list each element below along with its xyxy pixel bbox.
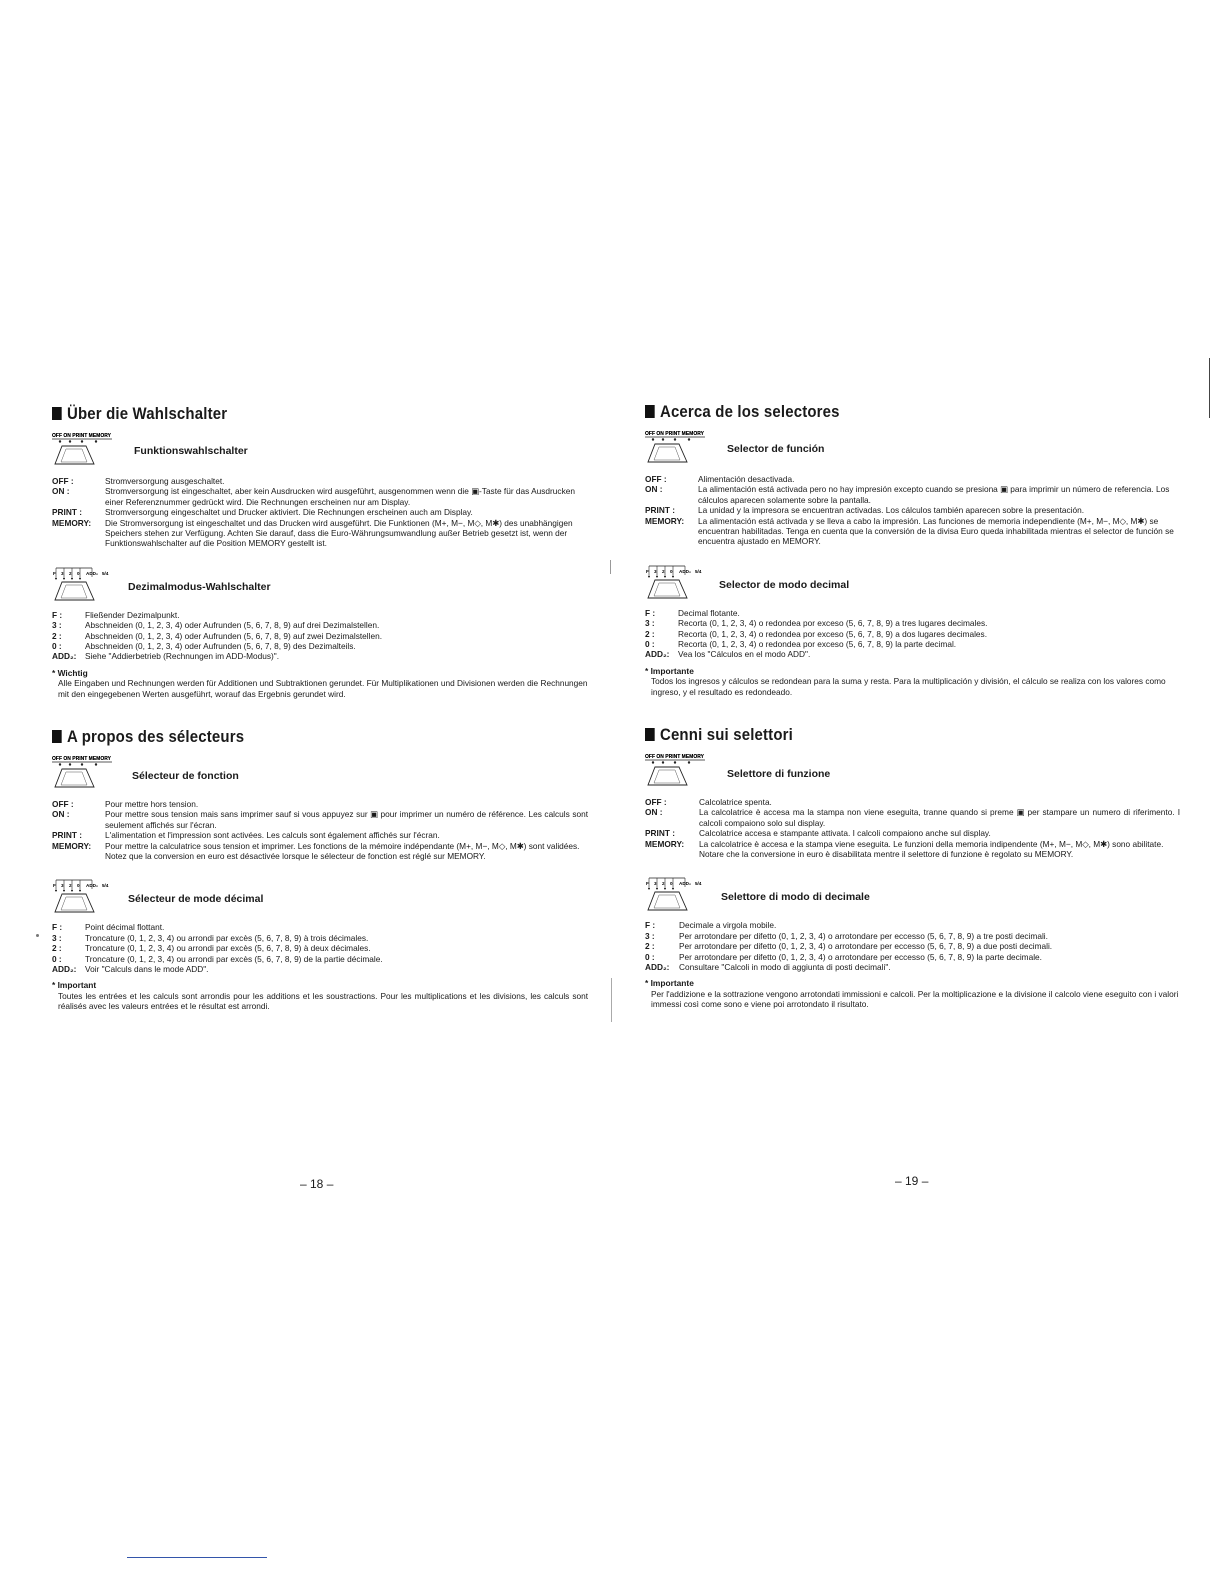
function-switch-icon (645, 429, 711, 469)
function-switch-label: OFF ON PRINT MEMORY (645, 431, 704, 437)
decimal-mark-label: 3 (61, 883, 64, 889)
def-row: F : Fließender Dezimalpunkt. (52, 609, 180, 620)
decimal-mark-label: 2 (69, 570, 72, 576)
decimal-mark-label: 0 (77, 570, 80, 576)
def-row: 3 : Troncature (0, 1, 2, 3, 4) ou arrondi par excès (5, 6, 7, 8, 9) à trois décimales. (52, 932, 369, 943)
def-row: OFF : Calcolatrice spenta. (645, 797, 772, 807)
square-bullet-icon (52, 407, 62, 420)
decimal-mark-label: ADD₂ (86, 570, 98, 576)
def-row: PRINT : Calcolatrice accesa e stampante attivata. I calcoli compaiono anche sul display. (645, 828, 991, 839)
def-row: PRINT : La unidad y la impresora se encuentran activadas. Los cálculos también aparecen sobre la presentación. (645, 505, 1085, 516)
function-switch-list (52, 799, 588, 861)
def-row: ADD₂: Consultare "Calcoli in modo di aggiunta di posti decimali". (645, 962, 891, 973)
def-row: 3 : Recorta (0, 1, 2, 3, 4) o redondea por exceso (5, 6, 7, 8, 9) a tres lugares decimales. (645, 618, 988, 629)
decimal-mark-label: F (53, 883, 56, 889)
decimal-mark-label: 0 (77, 883, 80, 889)
function-switch-label: OFF ON PRINT MEMORY (52, 756, 111, 762)
square-bullet-icon (645, 405, 655, 418)
decimal-switch-header (52, 877, 588, 921)
note-title: * Importante (645, 665, 694, 676)
page-number-right: – 19 – (895, 1174, 929, 1188)
function-switch-icon (52, 431, 118, 471)
scan-edge-line (1209, 358, 1210, 418)
decimal-switch-title: Selettore di modo di decimale (721, 891, 870, 904)
def-row: OFF : Alimentación desactivada. (645, 474, 795, 484)
section-title-it: Cenni sui selettori (645, 725, 1116, 745)
def-row: ADD₂: Voir "Calculs dans le mode ADD". (52, 964, 209, 975)
def-row: F : Point décimal flottant. (52, 922, 165, 933)
note-title: * Wichtig (52, 667, 88, 678)
function-switch-title: Selector de función (727, 443, 825, 455)
decimal-mark-label: 2 (69, 883, 72, 889)
def-row: F : Decimale a virgola mobile. (645, 920, 777, 931)
decimal-switch-title: Dezimalmodus-Wahlschalter (128, 580, 271, 593)
decimal-mark-label: 5/4 (102, 570, 109, 576)
def-row: ON : La calcolatrice è accesa ma la stampa non viene eseguita, tranne quando si preme ▣ per stampare un numero di riferimento. I calcoli compaiono solo sul display. (645, 807, 1180, 828)
decimal-mark-label: ADD₂ (679, 568, 691, 574)
decimal-switch-list (52, 922, 588, 974)
def-row: F : Decimal flotante. (645, 607, 740, 618)
decimal-switch-icon (52, 565, 118, 605)
section-fr (52, 727, 588, 1012)
def-row: PRINT : L'alimentation et l'impression sont activées. Les calculs sont également affichés sur l'écran. (52, 830, 440, 841)
decimal-switch-title: Sélecteur de mode décimal (128, 893, 264, 906)
function-switch-list (52, 476, 588, 549)
section-title-de: Über die Wahlschalter (52, 404, 524, 424)
def-row: MEMORY: La alimentación está activada y se lleva a cabo la impresión. Las funciones de memoria independiente (M+, M−, M◇, M✱) se encuentran habilitadas. Tenga en cuenta que la conversión de la divisa Euro queda inhabilitada mientras el selector de función se encuentra ajustado en MEMORY. (645, 515, 1174, 547)
decimal-switch-header (645, 875, 1180, 919)
function-switch-list (645, 474, 1180, 547)
def-row: MEMORY: La calcolatrice è accesa e la stampa viene eseguita. Le funzioni della memoria indipendente (M+, M−, M◇, M✱) sono abilitate. Notare che la conversione in euro è disabilitata mentre il selettore di funzione è regolato su MEMORY. (645, 838, 1164, 860)
decimal-mark-label: ADD₂ (679, 881, 691, 887)
function-switch-header (52, 431, 588, 475)
decimal-switch-title: Selector de modo decimal (719, 578, 850, 591)
decimal-mark-label: 5/4 (695, 568, 702, 574)
decimal-mark-label: 3 (654, 881, 657, 887)
decimal-mark-label: ADD₂ (86, 883, 98, 889)
decimal-switch-icon (52, 877, 118, 917)
def-row: MEMORY: Die Stromversorgung ist eingeschaltet und das Drucken wird ausgeführt. Die Funktionen (M+, M−, M◇, M✱) des unabhängigen Speichers stehen zur Verfügung. Achten Sie darauf, dass die Euro-Währungsumwandlung außer Betrieb gesetzt ist, wenn der Funktionswahlschalter auf die Position MEMORY gestellt ist. (52, 517, 573, 549)
decimal-mark-label: 3 (654, 568, 657, 574)
decimal-switch-list (645, 608, 1180, 660)
square-bullet-icon (52, 730, 62, 743)
def-row: PRINT : Stromversorgung eingeschaltet und Drucker aktiviert. Die Rechnungen erscheinen auch am Display. (52, 507, 473, 518)
def-row: 3 : Abschneiden (0, 1, 2, 3, 4) oder Aufrunden (5, 6, 7, 8, 9) auf drei Dezimalstellen. (52, 620, 380, 631)
def-row: 0 : Troncature (0, 1, 2, 3, 4) ou arrondi par excès (5, 6, 7, 8, 9) de la partie décimale. (52, 953, 383, 964)
decimal-switch-icon (645, 875, 711, 915)
decimal-switch-header (645, 563, 1180, 607)
function-switch-icon (52, 754, 118, 794)
function-switch-header (645, 752, 1180, 796)
function-switch-label: OFF ON PRINT MEMORY (645, 754, 704, 760)
page-number-left: – 18 – (300, 1177, 334, 1191)
decimal-mark-label: F (646, 568, 649, 574)
function-switch-title: Selettore di funzione (727, 768, 831, 780)
decimal-mark-label: 0 (670, 881, 673, 887)
def-row: ON : Pour mettre sous tension mais sans imprimer sauf si vous appuyez sur ▣ pour imprimer un numéro de référence. Les calculs sont seulement affichés sur l'écran. (52, 809, 588, 830)
def-row: 3 : Per arrotondare per difetto (0, 1, 2, 3, 4) o arrotondare per eccesso (5, 6, 7, 8, 9) a tre posti decimali. (645, 930, 1048, 941)
note-title: * Importante (645, 978, 694, 989)
section-title-fr: A propos des sélecteurs (52, 727, 524, 747)
def-row: OFF : Pour mettre hors tension. (52, 799, 199, 809)
decimal-mark-label: F (646, 881, 649, 887)
decimal-switch-header (52, 565, 588, 609)
decimal-mark-label: 2 (662, 568, 665, 574)
def-row: 0 : Recorta (0, 1, 2, 3, 4) o redondea por exceso (5, 6, 7, 8, 9) la parte decimal. (645, 639, 957, 650)
def-row: ON : Stromversorgung ist eingeschaltet, aber kein Ausdrucken wird ausgeführt, ausgenommen wenn die ▣-Taste für das Ausdrucken einer Referenznummer gedrückt wird. Die Rechnungen erscheinen nur am Display. (52, 486, 575, 507)
decimal-switch-list (52, 610, 588, 662)
decimal-mark-label: 0 (670, 568, 673, 574)
def-row: MEMORY: Pour mettre la calculatrice sous tension et imprimer. Les fonctions de la mémoire indépendante (M+, M−, M◇, M✱) sont validées. Notez que la conversion en euro est désactivée lorsque le sélecteur de fonction est réglé sur MEMORY. (52, 840, 580, 862)
decimal-switch-icon (645, 563, 711, 603)
def-row: 2 : Recorta (0, 1, 2, 3, 4) o redondea por exceso (5, 6, 7, 8, 9) a dos lugares decimales. (645, 628, 987, 639)
note-body: Toutes les entrées et les calculs sont arrondis pour les additions et les soustractions. Pour les multiplications et les divisions, les calculs sont réalisés avec les valeurs entrées et le résultat est arrondi. (58, 990, 588, 1012)
def-row: 2 : Per arrotondare per difetto (0, 1, 2, 3, 4) o arrotondare per eccesso (5, 6, 7, 8, 9) a due posti decimali. (645, 941, 1053, 952)
decimal-mark-label: 5/4 (695, 881, 702, 887)
function-switch-title: Funktionswahlschalter (134, 445, 248, 457)
function-switch-icon (645, 752, 711, 792)
def-row: ON : La alimentación está activada pero no hay impresión excepto cuando se presiona ▣ para imprimir un número de referencia. Los cálculos aparecen solamente sobre la pantalla. (645, 484, 1170, 505)
def-row: ADD₂: Vea los "Cálculos en el modo ADD". (645, 649, 811, 660)
square-bullet-icon (645, 728, 655, 741)
function-switch-header (645, 429, 1180, 473)
scan-speck (36, 934, 39, 937)
note-title: * Important (52, 980, 97, 991)
gutter-mark (611, 978, 612, 1022)
def-row: 0 : Abschneiden (0, 1, 2, 3, 4) oder Aufrunden (5, 6, 7, 8, 9) des Dezimalteils. (52, 641, 356, 652)
decimal-mark-label: F (53, 570, 56, 576)
section-de (52, 404, 588, 699)
footer-rule (127, 1557, 267, 1558)
function-switch-label: OFF ON PRINT MEMORY (52, 433, 111, 439)
section-it (645, 725, 1180, 1010)
def-row: 2 : Troncature (0, 1, 2, 3, 4) ou arrondi par excès (5, 6, 7, 8, 9) à deux décimales. (52, 943, 371, 954)
function-switch-title: Sélecteur de fonction (132, 770, 239, 782)
def-row: 2 : Abschneiden (0, 1, 2, 3, 4) oder Aufrunden (5, 6, 7, 8, 9) auf zwei Dezimalstellen. (52, 630, 383, 641)
function-switch-list (645, 797, 1180, 859)
decimal-mark-label: 3 (61, 570, 64, 576)
def-row: OFF : Stromversorgung ausgeschaltet. (52, 476, 225, 486)
section-es (645, 402, 1180, 697)
decimal-mark-label: 5/4 (102, 883, 109, 889)
decimal-mark-label: 2 (662, 881, 665, 887)
def-row: 0 : Per arrotondare per difetto (0, 1, 2, 3, 4) o arrotondare per eccesso (5, 6, 7, 8, 9) la parte decimale. (645, 951, 1042, 962)
note-body: Todos los ingresos y cálculos se redondean para la suma y resta. Para la multiplicación y división, el cálculo se realiza con los valores como ingreso, y el resultado es redondeado. (651, 676, 1166, 697)
section-title-es: Acerca de los selectores (645, 402, 1116, 422)
note-body: Alle Eingaben und Rechnungen werden für Additionen und Subtraktionen gerundet. Für Multiplikationen und Divisionen werden die Rechnungen mit den eingegebenen Werten ausgeführt, worauf das Ergebnis gerundet wird. (58, 678, 588, 699)
gutter-mark (610, 560, 611, 574)
decimal-switch-list (645, 920, 1180, 972)
function-switch-header (52, 754, 588, 798)
def-row: ADD₂: Siehe "Addierbetrieb (Rechnungen im ADD-Modus)". (52, 651, 280, 662)
note-body: Per l'addizione e la sottrazione vengono arrotondati immissioni e calcoli. Per la moltiplicazione e la divisione il calcolo viene eseguito con i valori immessi così come sono e viene poi arrotondato il risultato. (651, 988, 1179, 1010)
